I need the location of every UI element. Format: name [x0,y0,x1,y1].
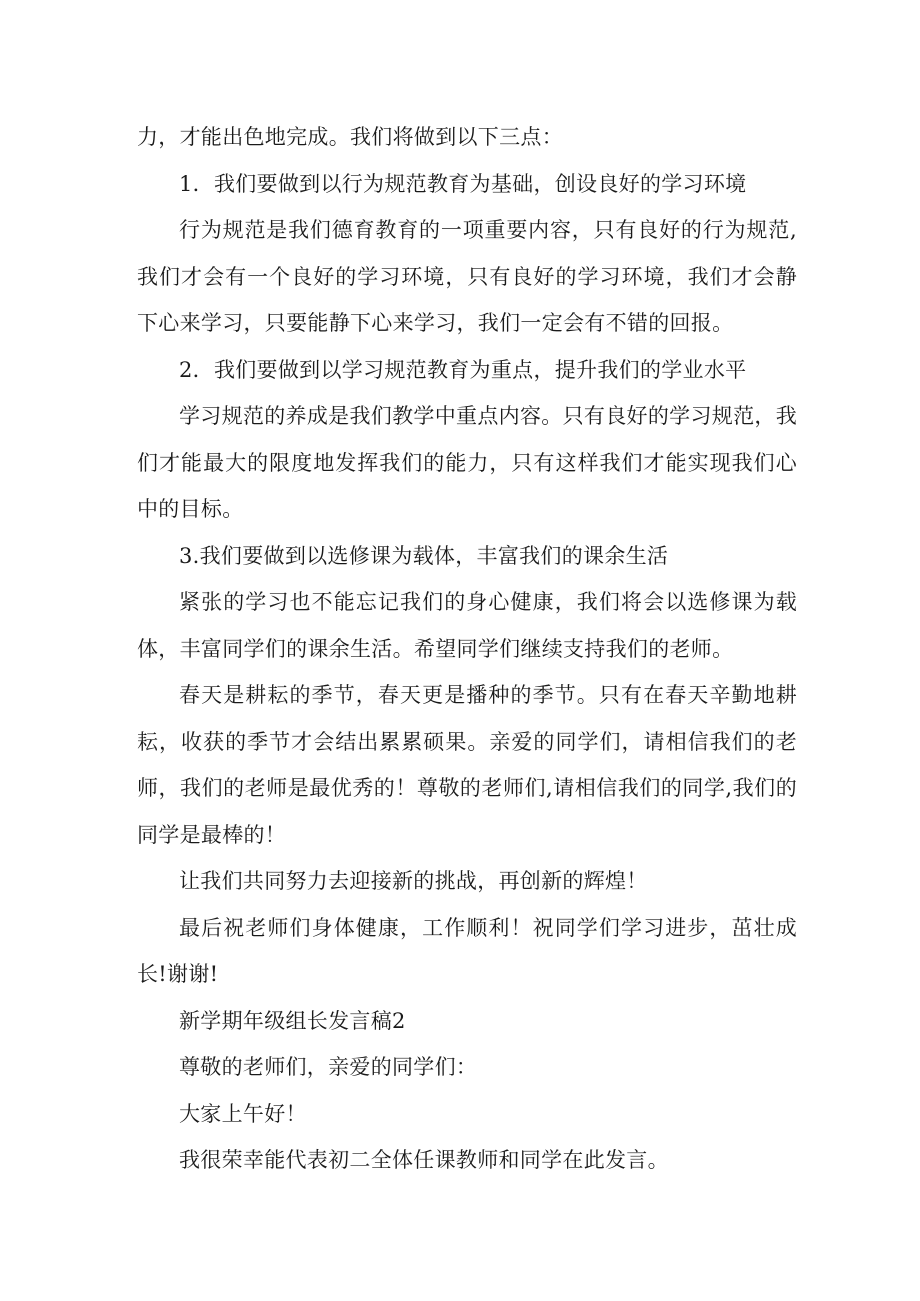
paragraph: 让我们共同努力去迎接新的挑战，再创新的辉煌！ [179,869,648,893]
paragraph: 最后祝老师们身体健康，工作顺利！祝同学们学习进步，茁壮成长!谢谢! [137,915,797,986]
salutation: 尊敬的老师们，亲爱的同学们： [179,1055,478,1079]
paragraph: 行为规范是我们德育教育的一项重要内容，只有良好的行为规范,我们才会有一个良好的学习环境，只有良好的学习环境，我们才会静下心来学习，只要能静下心来学习，我们一定会有不错的回报。 [137,218,797,335]
section-heading-3: 3.我们要做到以选修课为载体，丰富我们的课余生活 [179,543,669,568]
paragraph: 春天是耕耘的季节，春天更是播种的季节。只有在春天辛勤地耕耘，收获的季节才会结出累累硕果。亲爱的同学们，请相信我们的老师，我们的老师是最优秀的！尊敬的老师们,请相信我们的同学,我们的同学是最棒的！ [137,683,797,847]
paragraph: 力，才能出色地完成。我们将做到以下三点： [137,125,563,149]
paragraph: 紧张的学习也不能忘记我们的身心健康，我们将会以选修课为载体，丰富同学们的课余生活。希望同学们继续支持我们的老师。 [137,590,797,661]
section-heading-2: 2．我们要做到以学习规范教育为重点，提升我们的学业水平 [179,357,747,382]
section-heading-1: 1．我们要做到以行为规范教育为基础，创设良好的学习环境 [179,171,747,196]
document-body [137,114,797,1184]
document-title-2: 新学期年级组长发言稿2 [179,1008,406,1033]
paragraph: 学习规范的养成是我们教学中重点内容。只有良好的学习规范，我们才能最大的限度地发挥我们的能力，只有这样我们才能实现我们心中的目标。 [137,404,797,521]
greeting: 大家上午好！ [179,1101,307,1126]
paragraph: 我很荣幸能代表初二全体任课教师和同学在此发言。 [179,1148,669,1172]
